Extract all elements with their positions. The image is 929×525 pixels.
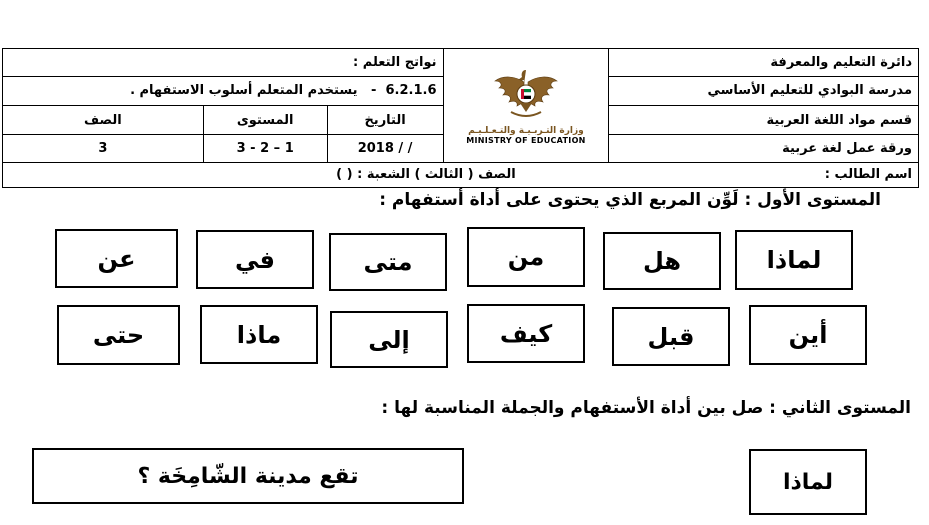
word-box-2-3[interactable] <box>467 304 585 363</box>
word-box-2-6[interactable] <box>57 305 180 365</box>
student-label: اسم الطالب : <box>824 167 912 183</box>
word-box-2-5-label: ماذا <box>236 320 282 349</box>
header-school: مدرسة البوادي للتعليم الأساسي <box>609 76 919 106</box>
worksheet-header-table <box>2 48 919 188</box>
word-box-1-4[interactable]: متى <box>329 233 447 291</box>
word-box-2-6-label: حتى <box>92 321 145 349</box>
grade-value: 3 <box>3 134 204 162</box>
outcome-line <box>3 76 444 106</box>
word-box-1-5[interactable]: في <box>196 230 314 289</box>
word-box-2-5[interactable] <box>200 305 318 364</box>
level2-heading: المستوى الثاني : صل بين أداة الأستفهام والجملة المناسبة لها : <box>381 398 911 418</box>
sentence-label: تقع مدينة الشّامِخَة ؟ <box>137 463 359 489</box>
word-box-2-4[interactable] <box>330 311 448 368</box>
level-value: 3 - 2 – 1 <box>203 134 327 162</box>
outcome-code: 6.2.1.6 <box>385 83 437 99</box>
grade-label: الصف <box>3 106 204 135</box>
outcome-dash: - <box>371 83 377 99</box>
ministry-name-en: MINISTRY OF EDUCATION <box>466 135 586 145</box>
uae-eagle-emblem-icon <box>491 66 561 124</box>
ministry-name-ar: وزارة التـربـيـة والتـعـلـيـم <box>468 125 584 136</box>
word-box-2-3-label: كيف <box>499 319 553 348</box>
level-label: المستوى <box>203 106 327 135</box>
word-box-1-1[interactable]: لماذا <box>735 230 853 290</box>
word-box-1-2[interactable]: هل <box>603 232 721 290</box>
header-section: قسم مواد اللغة العربية <box>609 106 919 135</box>
question-tool-box[interactable] <box>749 449 867 515</box>
date-value: 2018 / / <box>327 134 443 162</box>
word-box-2-2[interactable] <box>612 307 730 366</box>
header-dept: دائرة التعليم والمعرفة <box>609 49 919 77</box>
level1-heading: المستوى الأول : لَوِّن المربع الذي يحتوى على أداة أستفهام : <box>379 190 881 210</box>
word-box-2-1[interactable] <box>749 305 867 365</box>
outcomes-label: نواتج التعلم : <box>3 49 444 77</box>
word-box-1-3[interactable]: من <box>467 227 585 287</box>
word-box-1-6[interactable]: عن <box>55 229 178 288</box>
header-sheet: ورقة عمل لغة عربية <box>609 134 919 162</box>
sentence-box[interactable] <box>32 448 464 504</box>
word-box-2-1-label: أين <box>788 321 828 349</box>
student-row <box>3 162 919 188</box>
class-line: الصف ( الثالث ) الشعبة : ( ) <box>336 167 516 183</box>
date-label: التاريخ <box>327 106 443 135</box>
question-tool-label: لماذا <box>782 469 834 495</box>
word-box-2-2-label: قبل <box>647 322 695 351</box>
outcome-text: يستخدم المتعلم أسلوب الاستفهام . <box>130 83 358 99</box>
ministry-logo <box>443 49 609 163</box>
word-box-2-4-label: إلى <box>368 325 410 354</box>
